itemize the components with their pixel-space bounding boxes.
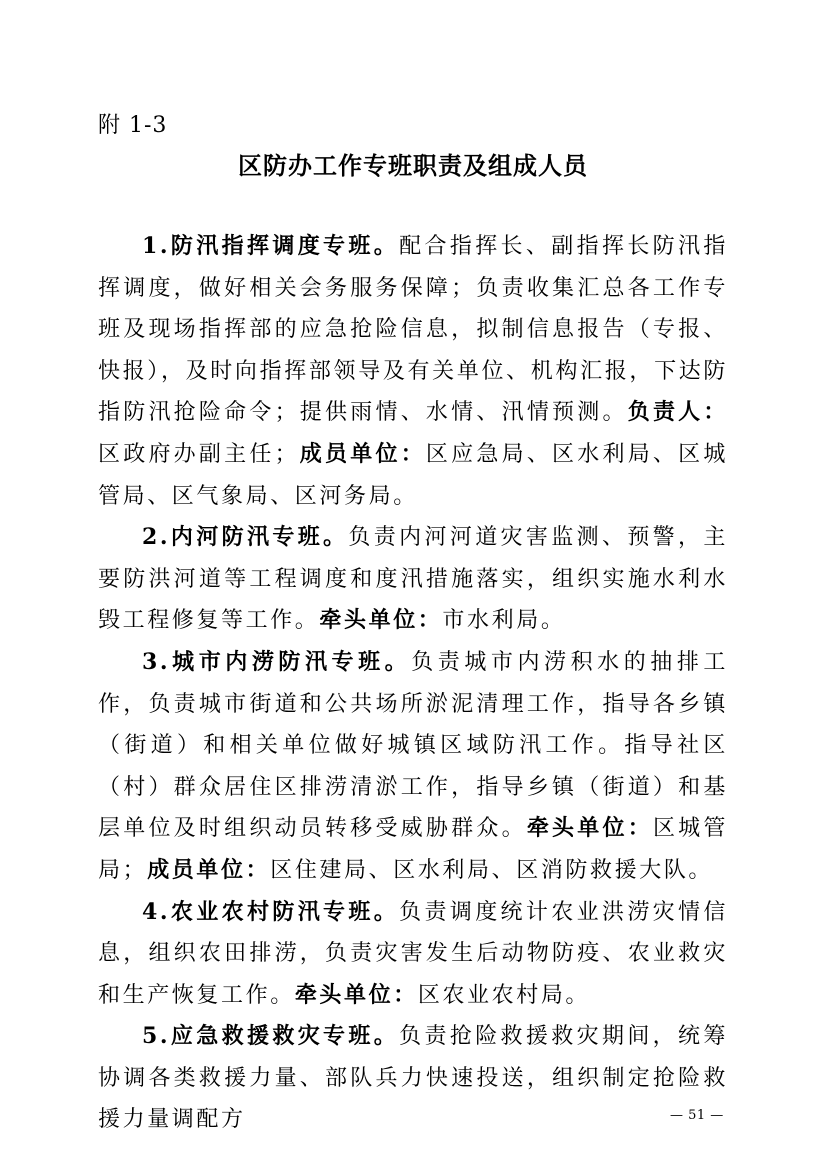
member-units-value: 区住建局、区水利局、区消防救援大队。 (270, 857, 714, 883)
attachment-label: 附 1-3 (98, 113, 168, 138)
section-heading: 应急救援救灾专班。 (170, 1023, 400, 1050)
section-heading: 内河防汛专班。 (170, 524, 349, 551)
page-number: — 51 — (670, 1108, 724, 1123)
lead-unit-value: 区城管局； (98, 816, 728, 883)
section-text: 负责城市内涝积水的抽排工作，负责城市街道和公共场所淤泥清理工作，指导各乡镇（街道）和相关单位做好城镇区域防汛工作。指导社区（村）群众居住区排涝清淤工作，指导乡镇（街道）和基层单位及时组织动员转移受威胁群众。 (98, 649, 728, 842)
section-text: 负责抢险救援救灾期间，统筹协调各类救援力量、部队兵力快速投送，组织制定抢险救援力量调配方 (98, 1024, 728, 1133)
section-2 (98, 517, 728, 642)
section-3 (98, 642, 728, 892)
section-number: 2. (142, 524, 171, 551)
section-heading: 城市内涝防汛专班。 (170, 648, 412, 675)
section-number: 3. (142, 648, 171, 675)
lead-unit-label: 牵头单位： (319, 607, 443, 634)
responsible-label: 负责人： (627, 399, 728, 426)
lead-unit-label: 牵头单位： (526, 815, 653, 842)
section-4 (98, 892, 728, 1017)
section-number: 1. (142, 233, 171, 259)
section-heading: 农业农村防汛专班。 (170, 898, 400, 925)
lead-unit-value: 区农业农村局。 (417, 982, 591, 1008)
section-text: 配合指挥长、副指挥长防汛指挥调度，做好相关会务服务保障；负责收集汇总各工作专班及现场指挥部的应急抢险信息，拟制信息报告（专报、快报），及时向指挥部领导及有关单位、机构汇报，下达防指防汛抢险命令；提供雨情、水情、汛情预测。 (98, 234, 728, 426)
section-1 (98, 226, 728, 517)
section-number: 4. (142, 898, 171, 925)
section-5 (98, 1016, 728, 1141)
document-body (98, 226, 728, 1141)
section-number: 5. (142, 1023, 171, 1050)
lead-unit-value: 市水利局。 (442, 608, 566, 634)
section-text: 负责内河河道灾害监测、预警，主要防洪河道等工程调度和度汛措施落实，组织实施水利水毁工程修复等工作。 (98, 525, 728, 634)
lead-unit-label: 牵头单位： (294, 981, 418, 1008)
responsible-value: 区政府办副主任； (98, 441, 300, 467)
member-units-label: 成员单位： (147, 856, 271, 883)
section-text: 负责调度统计农业洪涝灾情信息，组织农田排涝，负责灾害发生后动物防疫、农业救灾和生产恢复工作。 (98, 899, 728, 1008)
member-units-value: 区应急局、区水利局、区城管局、区气象局、区河务局。 (98, 441, 728, 509)
section-heading: 防汛指挥调度专班。 (170, 233, 400, 259)
member-units-label: 成员单位： (299, 440, 426, 467)
document-title: 区防办工作专班职责及组成人员 (238, 151, 588, 180)
